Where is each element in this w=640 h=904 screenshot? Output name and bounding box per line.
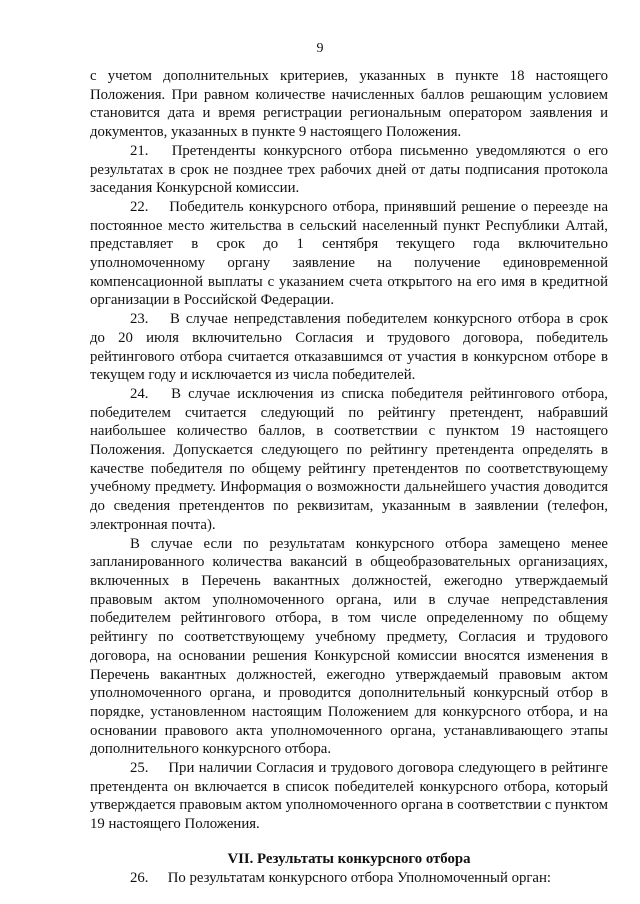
paragraph-24 bbox=[90, 385, 608, 535]
paragraph-24-continued bbox=[90, 535, 608, 759]
paragraph-text: В случае если по результатам конкурсного отбора замещено менее запланированного количества вакансий в общеобразовательных организациях, включенных в Перечень вакантных должностей, ежегодно утверждаемый правовым актом уполномоченного органа, или в случае непредставления победителем рейтингового отбора, в том числе определенному по общему рейтингу по соответствующему учебному предмету, Согласия и трудового договора, на основании решения Конкурсной комиссии вносятся изменения в Перечень вакантных должностей, ежегодно утверждаемый правовым актом уполномоченного органа, и проводится дополнительный конкурсный отбор в порядке, установленном настоящим Положением для конкурсного отбора, и на основании правового акта уполномоченного органа, устанавливающего этапы дополнительного конкурсного отбора. bbox=[90, 535, 608, 758]
section-title: VII. Результаты конкурсного отбора bbox=[227, 850, 471, 867]
paragraph-number: 26. bbox=[130, 869, 149, 886]
paragraph-text: В случае исключения из списка победителя рейтингового отбора, победителем считается следующий по рейтингу претендент, набравший наибольшее количество баллов, в соответствии с пунктом 19 настоящего Положения. Допускается следующего по рейтингу претендента определять в качестве победителя по общему рейтингу претендентов по соответствующему учебному предмету. Информация о возможности дальнейшего участия доводится до сведения претендентов по реквизитам, указанным в заявлении (телефон, электронная почта). bbox=[90, 385, 608, 533]
paragraph-number: 22. bbox=[130, 198, 149, 215]
paragraph-26 bbox=[90, 869, 608, 888]
paragraph-number: 25. bbox=[130, 760, 149, 777]
paragraph-text: При наличии Согласия и трудового договора следующего в рейтинге претендента он включается в список победителей конкурсного отбора, который утверждается правовым актом уполномоченного органа в соответствии с пунктом 19 настоящего Положения. bbox=[90, 760, 608, 833]
paragraph-text: В случае непредставления победителем конкурсного отбора в срок до 20 июля включительно Согласия и трудового договора, победитель рейтингового отбора считается отказавшимся от участия в конкурсном отборе в текущем году и исключается из числа победителей. bbox=[90, 311, 609, 384]
page-number: 9 bbox=[316, 41, 324, 56]
paragraph-23 bbox=[90, 310, 608, 385]
paragraph-number: 21. bbox=[130, 142, 149, 159]
paragraph-21 bbox=[90, 142, 608, 198]
paragraph-text: с учетом дополнительных критериев, указанных в пункте 18 настоящего Положения. При равном количестве начисленных баллов решающим условием становится дата и время регистрации региональным оператором заявления и документов, указанных в пункте 9 настоящего Положения. bbox=[90, 68, 608, 141]
paragraph-text: По результатам конкурсного отбора Уполномоченный орган: bbox=[167, 869, 552, 886]
paragraph-25 bbox=[90, 759, 608, 834]
paragraph-text: Претенденты конкурсного отбора письменно уведомляются о его результатах в срок не позднее трех рабочих дней от даты подписания протокола заседания Конкурсной комиссии. bbox=[90, 142, 609, 197]
paragraph-22 bbox=[90, 198, 608, 310]
paragraph-number: 24. bbox=[130, 385, 149, 402]
document-body bbox=[90, 67, 608, 887]
paragraph-continued bbox=[90, 67, 608, 142]
paragraph-text: Победитель конкурсного отбора, принявший решение о переезде на постоянное место жительства в сельский населенный пункт Республики Алтай, представляет в срок до 1 сентября текущего года включительно уполномоченному органу заявление на получение единовременной компенсационной выплаты с указанием счета открытого на его имя в кредитной организации в Российской Федерации. bbox=[90, 198, 609, 309]
paragraph-number: 23. bbox=[130, 311, 149, 328]
